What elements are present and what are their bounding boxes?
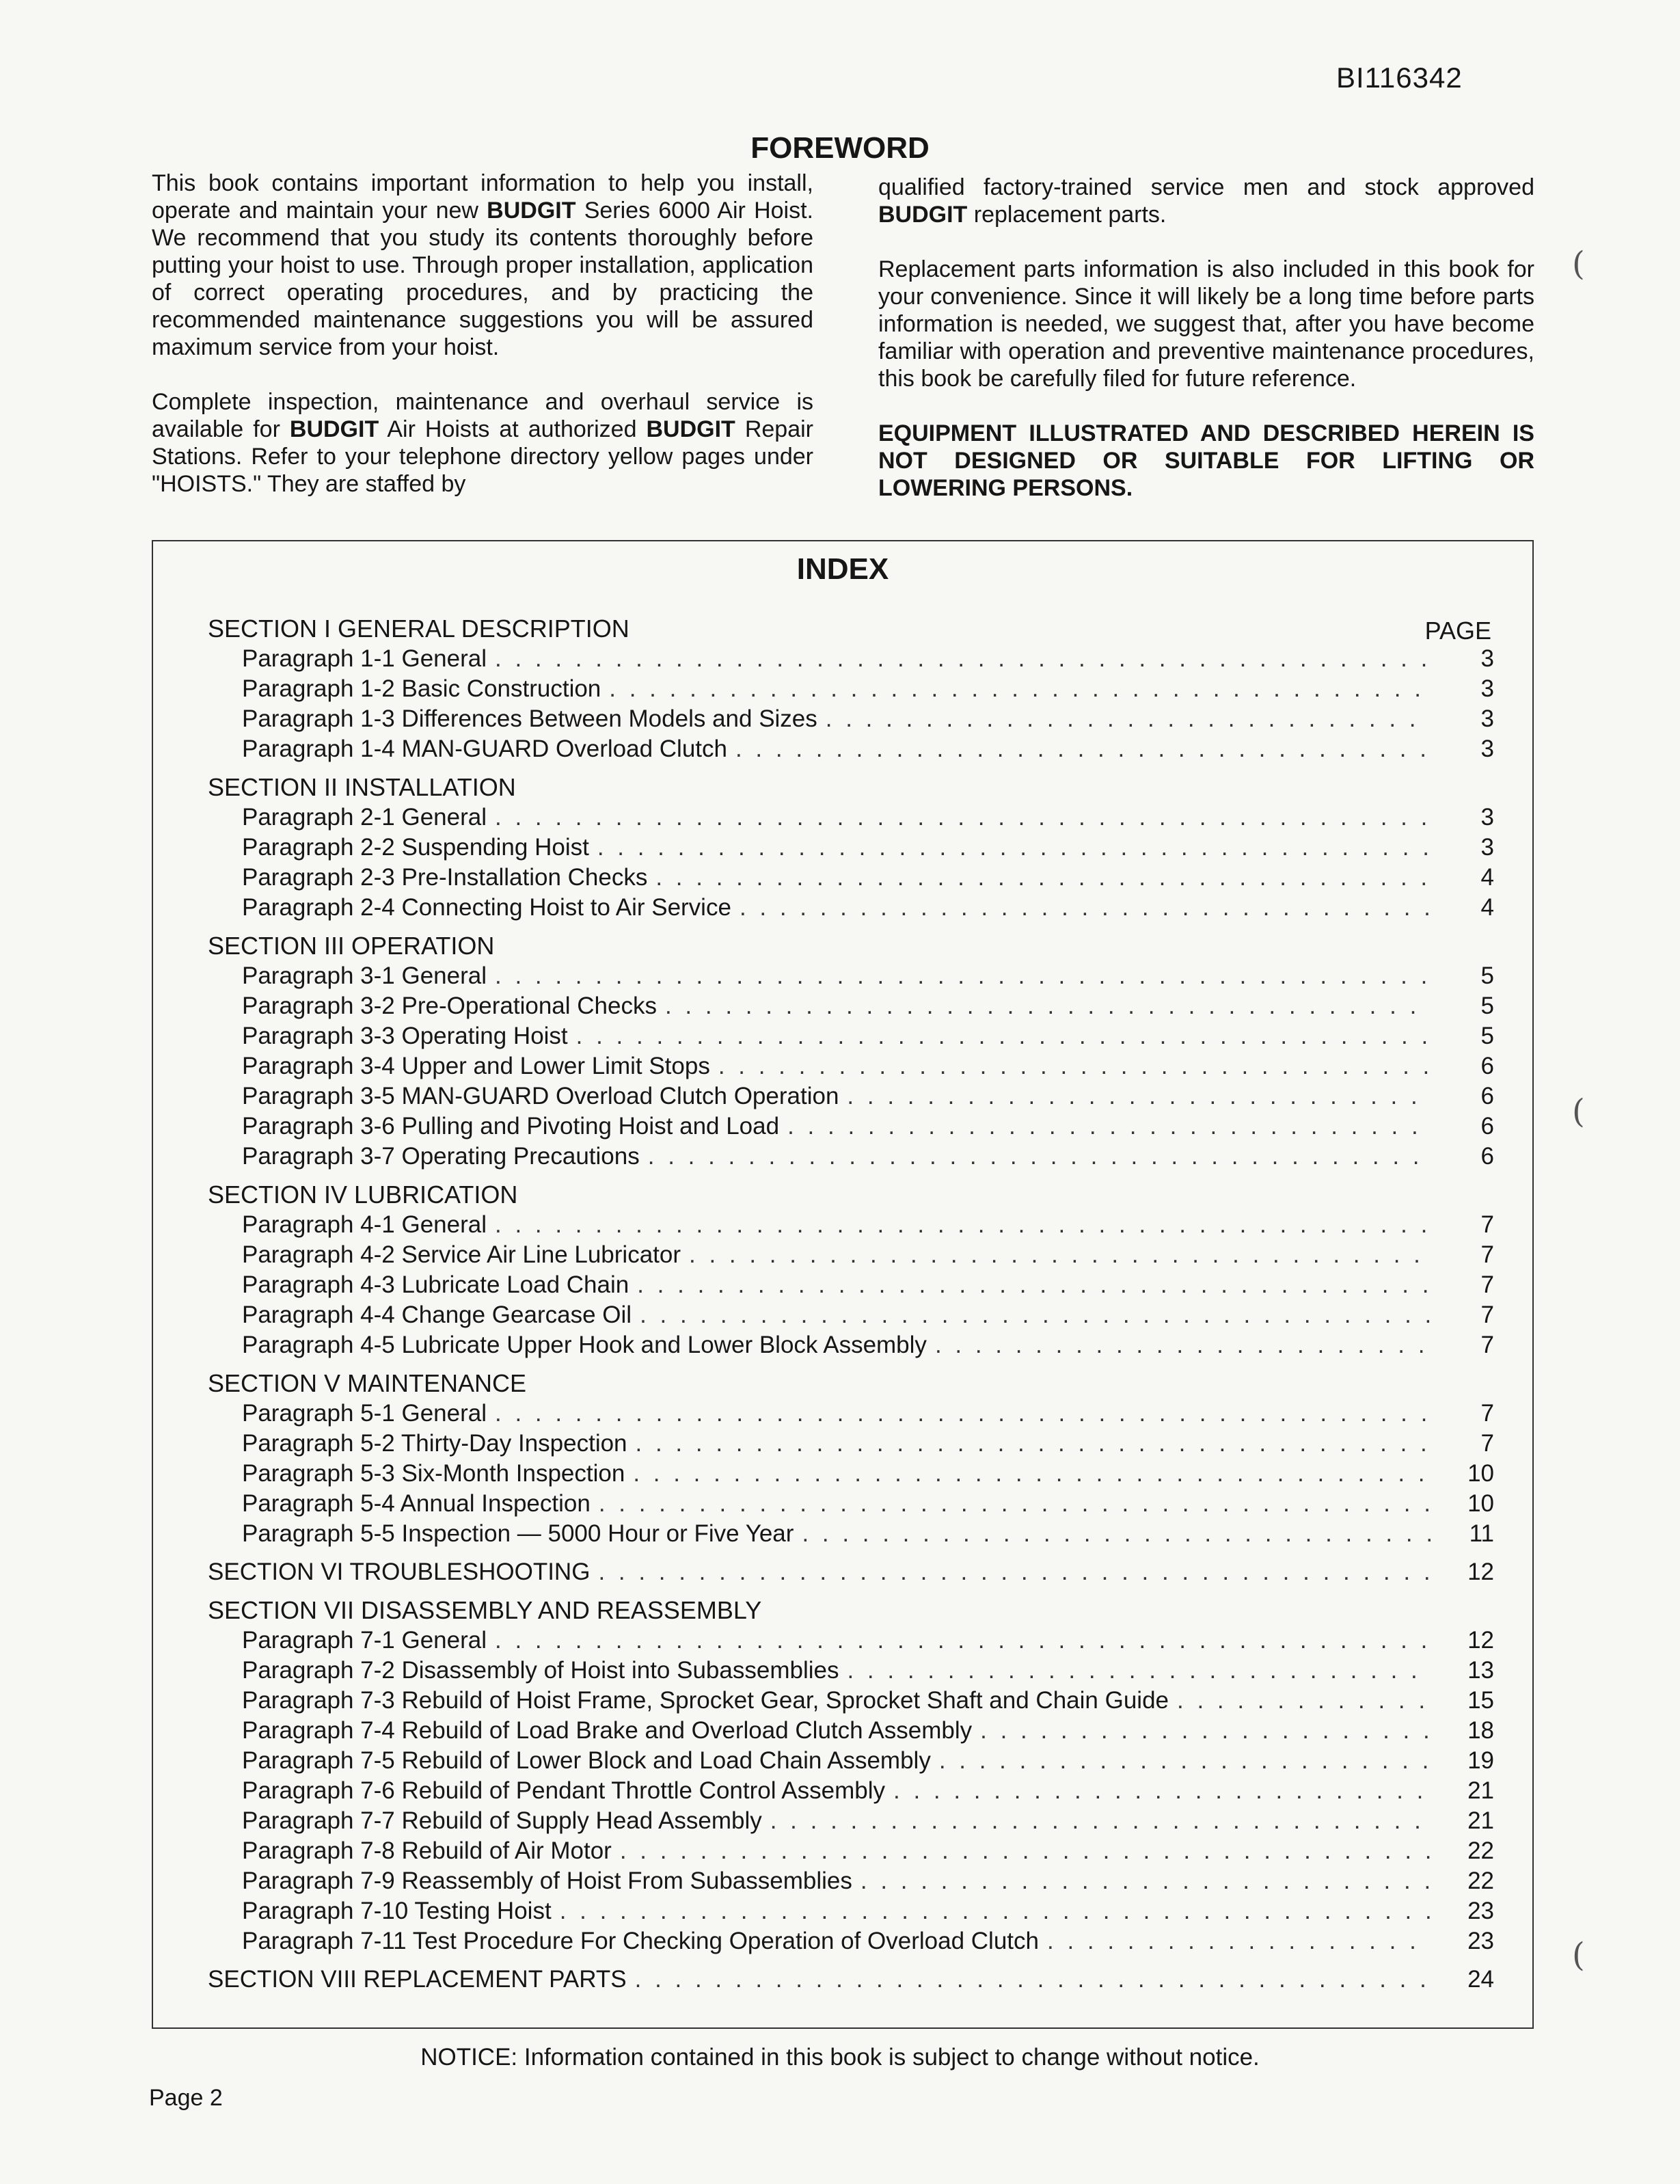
dot-leader: [935, 1330, 1431, 1360]
toc-page-number: 5: [1480, 1023, 1494, 1049]
dot-leader: [847, 1081, 1431, 1111]
toc-entry: [208, 1746, 1494, 1776]
dot-leader: [665, 991, 1431, 1021]
toc-page-number: 7: [1480, 1271, 1494, 1298]
toc-entry: [208, 1836, 1494, 1866]
foreword-right-column: [878, 174, 1534, 502]
index-title: INDEX: [796, 552, 889, 586]
toc-entry: [208, 734, 1494, 764]
dot-leader: [495, 644, 1431, 674]
document-id: BI116342: [1336, 62, 1463, 94]
dot-leader: [893, 1776, 1431, 1806]
toc-entry-label: Paragraph 7-7 Rebuild of Supply Head Assembly: [242, 1807, 762, 1834]
table-of-contents: [208, 614, 1494, 1995]
toc-entry-label: Paragraph 1-3 Differences Between Models and Sizes: [242, 705, 817, 732]
toc-entry-label: Paragraph 2-1 General: [242, 804, 487, 831]
dot-leader: [847, 1656, 1431, 1686]
toc-entry-label: Paragraph 7-6 Rebuild of Pendant Throttle Control Assembly: [242, 1777, 886, 1804]
margin-mark: (: [1572, 245, 1585, 283]
dot-leader: [735, 734, 1431, 764]
toc-entry: [208, 1270, 1494, 1300]
toc-page-number: 19: [1467, 1747, 1494, 1774]
toc-page-number: 21: [1467, 1807, 1494, 1834]
toc-entry: [208, 803, 1494, 833]
toc-entry-label: Paragraph 5-5 Inspection — 5000 Hour or Five Year: [242, 1520, 794, 1547]
toc-page-number: 24: [1467, 1966, 1494, 1993]
toc-entry-label: Paragraph 3-3 Operating Hoist: [242, 1023, 568, 1049]
toc-entry: [208, 1866, 1494, 1896]
toc-section: [208, 1965, 1494, 1995]
toc-entry-label: Paragraph 3-2 Pre-Operational Checks: [242, 993, 657, 1019]
toc-entry: [208, 1519, 1494, 1549]
toc-entry-label: Paragraph 3-1 General: [242, 962, 487, 989]
toc-page-number: 3: [1480, 736, 1494, 762]
toc-section: SECTION IV LUBRICATION: [208, 1181, 518, 1209]
toc-entry-label: Paragraph 3-7 Operating Precautions: [242, 1143, 640, 1170]
page-column-header: PAGE: [1424, 617, 1491, 645]
toc-page-number: 11: [1469, 1520, 1494, 1547]
margin-mark: (: [1572, 1092, 1585, 1131]
dot-leader: [655, 863, 1431, 893]
toc-page-number: 7: [1480, 1302, 1494, 1328]
foreword-title: FOREWORD: [750, 131, 930, 165]
toc-page-number: 3: [1480, 804, 1494, 831]
toc-entry-label: Paragraph 4-4 Change Gearcase Oil: [242, 1302, 632, 1328]
foreword-paragraph: Replacement parts information is also included in this book for your convenience. Since it will likely be a long time before parts information is needed, we suggest that, after you have become familiar with operation and preventive maintenance procedures, this book be carefully filed for future reference.: [878, 256, 1534, 392]
toc-entry-label: Paragraph 5-4 Annual Inspection: [242, 1490, 591, 1517]
dot-leader: [633, 1459, 1431, 1489]
toc-entry-label: Paragraph 2-4 Connecting Hoist to Air Service: [242, 894, 731, 921]
toc-page-number: 18: [1467, 1717, 1494, 1744]
toc-entry: [208, 1300, 1494, 1330]
toc-entry: [208, 704, 1494, 734]
toc-entry-label: Paragraph 5-1 General: [242, 1400, 487, 1427]
toc-entry: [208, 1051, 1494, 1081]
dot-leader: [740, 893, 1431, 923]
toc-entry: [208, 1240, 1494, 1270]
toc-section: SECTION VII DISASSEMBLY AND REASSEMBLY: [208, 1596, 762, 1624]
toc-section: [208, 1557, 1494, 1587]
page-number: Page 2: [149, 2085, 223, 2111]
toc-entry-label: Paragraph 5-2 Thirty-Day Inspection: [242, 1430, 627, 1457]
toc-entry: [208, 991, 1494, 1021]
toc-entry-label: Paragraph 7-2 Disassembly of Hoist into Subassemblies: [242, 1657, 839, 1684]
foreword-paragraph: This book contains important information to help you install, operate and maintain your new BUDGIT Series 6000 Air Hoist. We recommend that you study its contents thoroughly before putting your hoist to use. Through proper installation, application of correct operating procedures, and by practicing the recommended maintenance suggestions you will be assured maximum service from your hoist.: [152, 170, 813, 360]
toc-entry-label: Paragraph 4-1 General: [242, 1211, 487, 1238]
toc-page-number: 7: [1480, 1241, 1494, 1268]
toc-page-number: 23: [1467, 1928, 1494, 1954]
toc-page-number: 22: [1467, 1868, 1494, 1894]
toc-entry-label: Paragraph 7-4 Rebuild of Load Brake and Overload Clutch Assembly: [242, 1717, 973, 1744]
toc-entry-label: Paragraph 4-3 Lubricate Load Chain: [242, 1271, 629, 1298]
toc-entry: [208, 1686, 1494, 1716]
dot-leader: [598, 1557, 1431, 1587]
dot-leader: [560, 1896, 1431, 1926]
foreword-paragraph: qualified factory-trained service men and stock approved BUDGIT replacement parts.: [878, 174, 1534, 228]
toc-page-number: 10: [1467, 1460, 1494, 1487]
toc-entry-label: Paragraph 1-4 MAN-GUARD Overload Clutch: [242, 736, 727, 762]
toc-entry-label: Paragraph 7-3 Rebuild of Hoist Frame, Sprocket Gear, Sprocket Shaft and Chain Guide: [242, 1687, 1169, 1714]
toc-page-number: 7: [1480, 1332, 1494, 1358]
toc-entry: [208, 1081, 1494, 1111]
dot-leader: [648, 1142, 1431, 1172]
dot-leader: [640, 1300, 1431, 1330]
toc-page-number: 7: [1480, 1400, 1494, 1427]
dot-leader: [787, 1111, 1431, 1142]
dot-leader: [637, 1270, 1431, 1300]
toc-page-number: 6: [1480, 1083, 1494, 1109]
toc-page-number: 4: [1480, 864, 1494, 891]
dot-leader: [802, 1519, 1431, 1549]
toc-page-number: 4: [1480, 894, 1494, 921]
toc-page-number: 3: [1480, 705, 1494, 732]
toc-entry: [208, 1776, 1494, 1806]
toc-entry: [208, 961, 1494, 991]
toc-section: SECTION III OPERATION: [208, 932, 495, 960]
dot-leader: [495, 1210, 1431, 1240]
dot-leader: [495, 1399, 1431, 1429]
toc-entry-label: Paragraph 7-9 Reassembly of Hoist From Subassemblies: [242, 1868, 852, 1894]
toc-entry: [208, 1429, 1494, 1459]
dot-leader: [1047, 1926, 1431, 1956]
toc-entry-label: Paragraph 7-10 Testing Hoist: [242, 1898, 552, 1924]
index-box: [152, 540, 1534, 2029]
toc-entry: [208, 1716, 1494, 1746]
toc-entry-label: Paragraph 3-5 MAN-GUARD Overload Clutch Operation: [242, 1083, 839, 1109]
toc-page-number: 3: [1480, 675, 1494, 702]
foreword-left-column: [152, 170, 813, 498]
toc-entry: [208, 863, 1494, 893]
dot-leader: [770, 1806, 1431, 1836]
dot-leader: [939, 1746, 1431, 1776]
toc-entry: [208, 833, 1494, 863]
toc-entry: [208, 893, 1494, 923]
dot-leader: [597, 833, 1431, 863]
dot-leader: [826, 704, 1431, 734]
toc-entry-label: Paragraph 3-4 Upper and Lower Limit Stops: [242, 1053, 710, 1079]
toc-entry-label: Paragraph 7-5 Rebuild of Lower Block and Load Chain Assembly: [242, 1747, 931, 1774]
toc-section: SECTION V MAINTENANCE: [208, 1369, 527, 1397]
toc-entry: [208, 1626, 1494, 1656]
toc-page-number: 23: [1467, 1898, 1494, 1924]
toc-page-number: 6: [1480, 1143, 1494, 1170]
toc-entry-label: Paragraph 2-3 Pre-Installation Checks: [242, 864, 648, 891]
toc-entry: [208, 1142, 1494, 1172]
toc-entry: [208, 1656, 1494, 1686]
toc-entry-label: Paragraph 7-8 Rebuild of Air Motor: [242, 1837, 612, 1864]
toc-entry: [208, 1926, 1494, 1956]
toc-entry: [208, 1896, 1494, 1926]
dot-leader: [609, 674, 1431, 704]
toc-entry: [208, 1459, 1494, 1489]
toc-page-number: 5: [1480, 962, 1494, 989]
dot-leader: [718, 1051, 1431, 1081]
dot-leader: [636, 1429, 1431, 1459]
toc-section-title: SECTION VI TROUBLESHOOTING: [208, 1559, 591, 1585]
toc-entry: [208, 1489, 1494, 1519]
toc-page-number: 10: [1467, 1490, 1494, 1517]
dot-leader: [689, 1240, 1431, 1270]
toc-entry-label: Paragraph 7-1 General: [242, 1627, 487, 1654]
toc-entry: [208, 1330, 1494, 1360]
dot-leader: [1177, 1686, 1431, 1716]
dot-leader: [861, 1866, 1431, 1896]
toc-page-number: 3: [1480, 834, 1494, 861]
toc-entry: [208, 1399, 1494, 1429]
toc-section: SECTION I GENERAL DESCRIPTION: [208, 615, 629, 643]
dot-leader: [495, 1626, 1431, 1656]
toc-entry: [208, 674, 1494, 704]
toc-entry-label: Paragraph 4-5 Lubricate Upper Hook and Lower Block Assembly: [242, 1332, 927, 1358]
toc-entry-label: Paragraph 1-1 General: [242, 645, 487, 672]
toc-page-number: 12: [1467, 1627, 1494, 1654]
toc-page-number: 6: [1480, 1113, 1494, 1140]
foreword-paragraph: Complete inspection, maintenance and overhaul service is available for BUDGIT Air Hoists at authorized BUDGIT Repair Stations. Refer to your telephone directory yellow pages under "HOISTS." They are staffed by: [152, 389, 813, 497]
toc-entry-label: Paragraph 7-11 Test Procedure For Checking Operation of Overload Clutch: [242, 1928, 1039, 1954]
toc-entry: [208, 644, 1494, 674]
toc-entry-label: Paragraph 4-2 Service Air Line Lubricator: [242, 1241, 681, 1268]
margin-mark: (: [1572, 1936, 1585, 1974]
dot-leader: [980, 1716, 1431, 1746]
toc-page-number: 3: [1480, 645, 1494, 672]
toc-page-number: 13: [1467, 1657, 1494, 1684]
dot-leader: [495, 961, 1431, 991]
notice: NOTICE: Information contained in this book is subject to change without notice.: [420, 2044, 1260, 2071]
dot-leader: [599, 1489, 1431, 1519]
toc-entry: [208, 1210, 1494, 1240]
toc-section-title: SECTION VIII REPLACEMENT PARTS: [208, 1966, 627, 1993]
toc-page-number: 21: [1467, 1777, 1494, 1804]
toc-page-number: 5: [1480, 993, 1494, 1019]
toc-entry: [208, 1021, 1494, 1051]
toc-page-number: 7: [1480, 1211, 1494, 1238]
toc-entry: [208, 1806, 1494, 1836]
dot-leader: [576, 1021, 1431, 1051]
toc-entry-label: Paragraph 1-2 Basic Construction: [242, 675, 601, 702]
toc-entry-label: Paragraph 5-3 Six-Month Inspection: [242, 1460, 625, 1487]
toc-entry-label: Paragraph 2-2 Suspending Hoist: [242, 834, 589, 861]
toc-page-number: 7: [1480, 1430, 1494, 1457]
dot-leader: [495, 803, 1431, 833]
safety-warning: EQUIPMENT ILLUSTRATED AND DESCRIBED HEREIN IS NOT DESIGNED OR SUITABLE FOR LIFTING OR LOWERING PERSONS.: [878, 420, 1534, 501]
toc-entry-label: Paragraph 3-6 Pulling and Pivoting Hoist and Load: [242, 1113, 780, 1140]
dot-leader: [635, 1965, 1431, 1995]
toc-page-number: 15: [1467, 1687, 1494, 1714]
toc-section: SECTION II INSTALLATION: [208, 773, 516, 801]
toc-page-number: 12: [1467, 1559, 1494, 1585]
toc-entry: [208, 1111, 1494, 1142]
dot-leader: [620, 1836, 1431, 1866]
toc-page-number: 22: [1467, 1837, 1494, 1864]
toc-page-number: 6: [1480, 1053, 1494, 1079]
